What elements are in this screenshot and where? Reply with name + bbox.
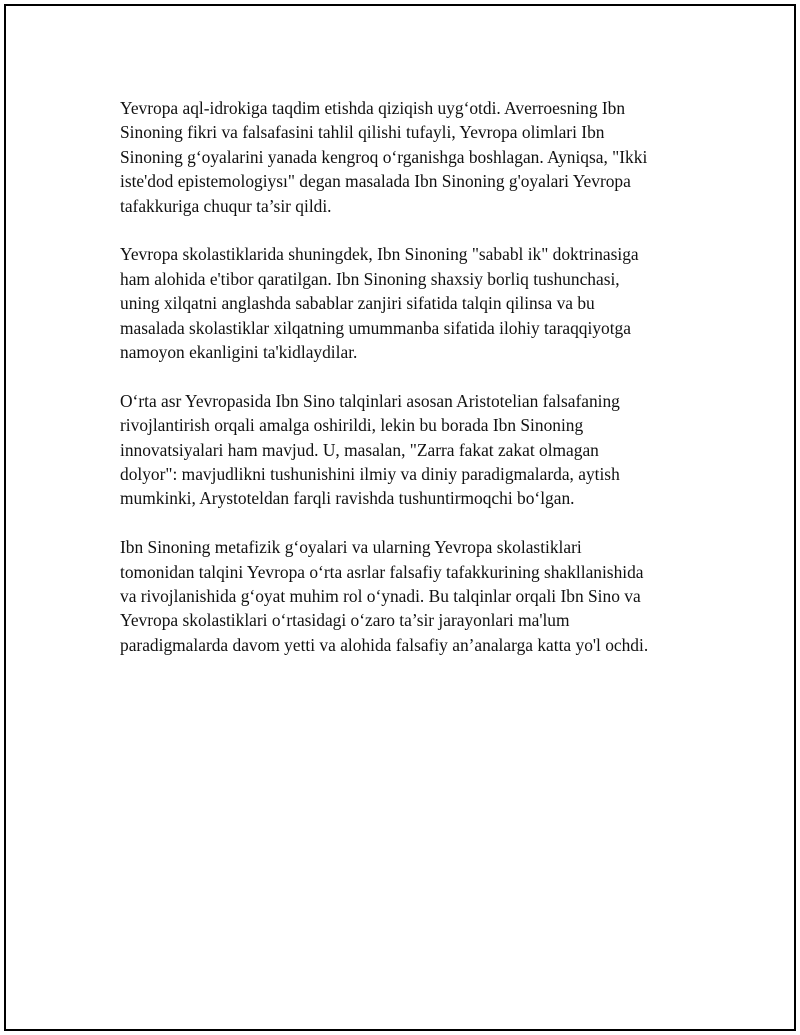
- text-line: Sinoning fikri va falsafasini tahlil qilishi tufayli, Yevropa olimlari Ibn: [120, 122, 605, 143]
- paragraph-3: [120, 389, 686, 511]
- paragraph-2: [120, 242, 686, 364]
- text-line: ham alohida e'tibor qaratilgan. Ibn Sinoning shaxsiy borliq tushunchasi,: [120, 268, 620, 289]
- text-line: O‘rta asr Yevropasida Ibn Sino talqinlari asosan Aristotelian falsafaning: [120, 390, 620, 411]
- text-line: dolyor": mavjudlikni tushunishini ilmiy va diniy paradigmalarda, aytish: [120, 464, 620, 485]
- document-page: [4, 4, 796, 1031]
- text-line: iste'dod epistemologiysı" degan masalada Ibn Sinoning g'oyalari Yevropa: [120, 171, 631, 192]
- text-line: uning xilqatni anglashda sabablar zanjiri sifatida talqin qilinsa va bu: [120, 293, 595, 314]
- text-line: tafakkuriga chuqur ta’sir qildi.: [120, 195, 332, 216]
- text-line: Yevropa skolastiklarida shuningdek, Ibn Sinoning "sababl ik" doktrinasiga: [120, 244, 639, 265]
- paragraph-1: [120, 96, 686, 218]
- text-line: va rivojlanishida g‘oyat muhim rol o‘ynadi. Bu talqinlar orqali Ibn Sino va: [120, 586, 641, 607]
- text-line: innovatsiyalari ham mavjud. U, masalan, "Zarra fakat zakat olmagan: [120, 439, 599, 460]
- text-line: masalada skolastiklar xilqatning umummanba sifatida ilohiy taraqqiyotga: [120, 317, 631, 338]
- text-line: paradigmalarda davom yetti va alohida falsafiy an’analarga katta yo'l ochdi.: [120, 634, 649, 655]
- text-line: Yevropa aql-idrokiga taqdim etishda qiziqish uyg‘otdi. Averroesning Ibn: [120, 98, 626, 118]
- document-body: [120, 96, 686, 682]
- text-line: tomonidan talqini Yevropa o‘rta asrlar falsafiy tafakkurining shakllanishida: [120, 561, 644, 582]
- text-line: Ibn Sinoning metafizik g‘oyalari va ularning Yevropa skolastiklari: [120, 537, 582, 558]
- text-line: rivojlantirish orqali amalga oshirildi, lekin bu borada Ibn Sinoning: [120, 415, 584, 436]
- text-line: mumkinki, Arystoteldan farqli ravishda tushuntirmoqchi bo‘lgan.: [120, 488, 575, 509]
- text-line: Yevropa skolastiklari o‘rtasidagi o‘zaro ta’sir jarayonlari ma'lum: [120, 610, 570, 631]
- text-line: Sinoning g‘oyalarini yanada kengroq o‘rganishga boshlagan. Ayniqsa, "Ikki: [120, 146, 648, 167]
- text-line: namoyon ekanligini ta'kidlaydilar.: [120, 342, 358, 363]
- paragraph-4: [120, 535, 686, 657]
